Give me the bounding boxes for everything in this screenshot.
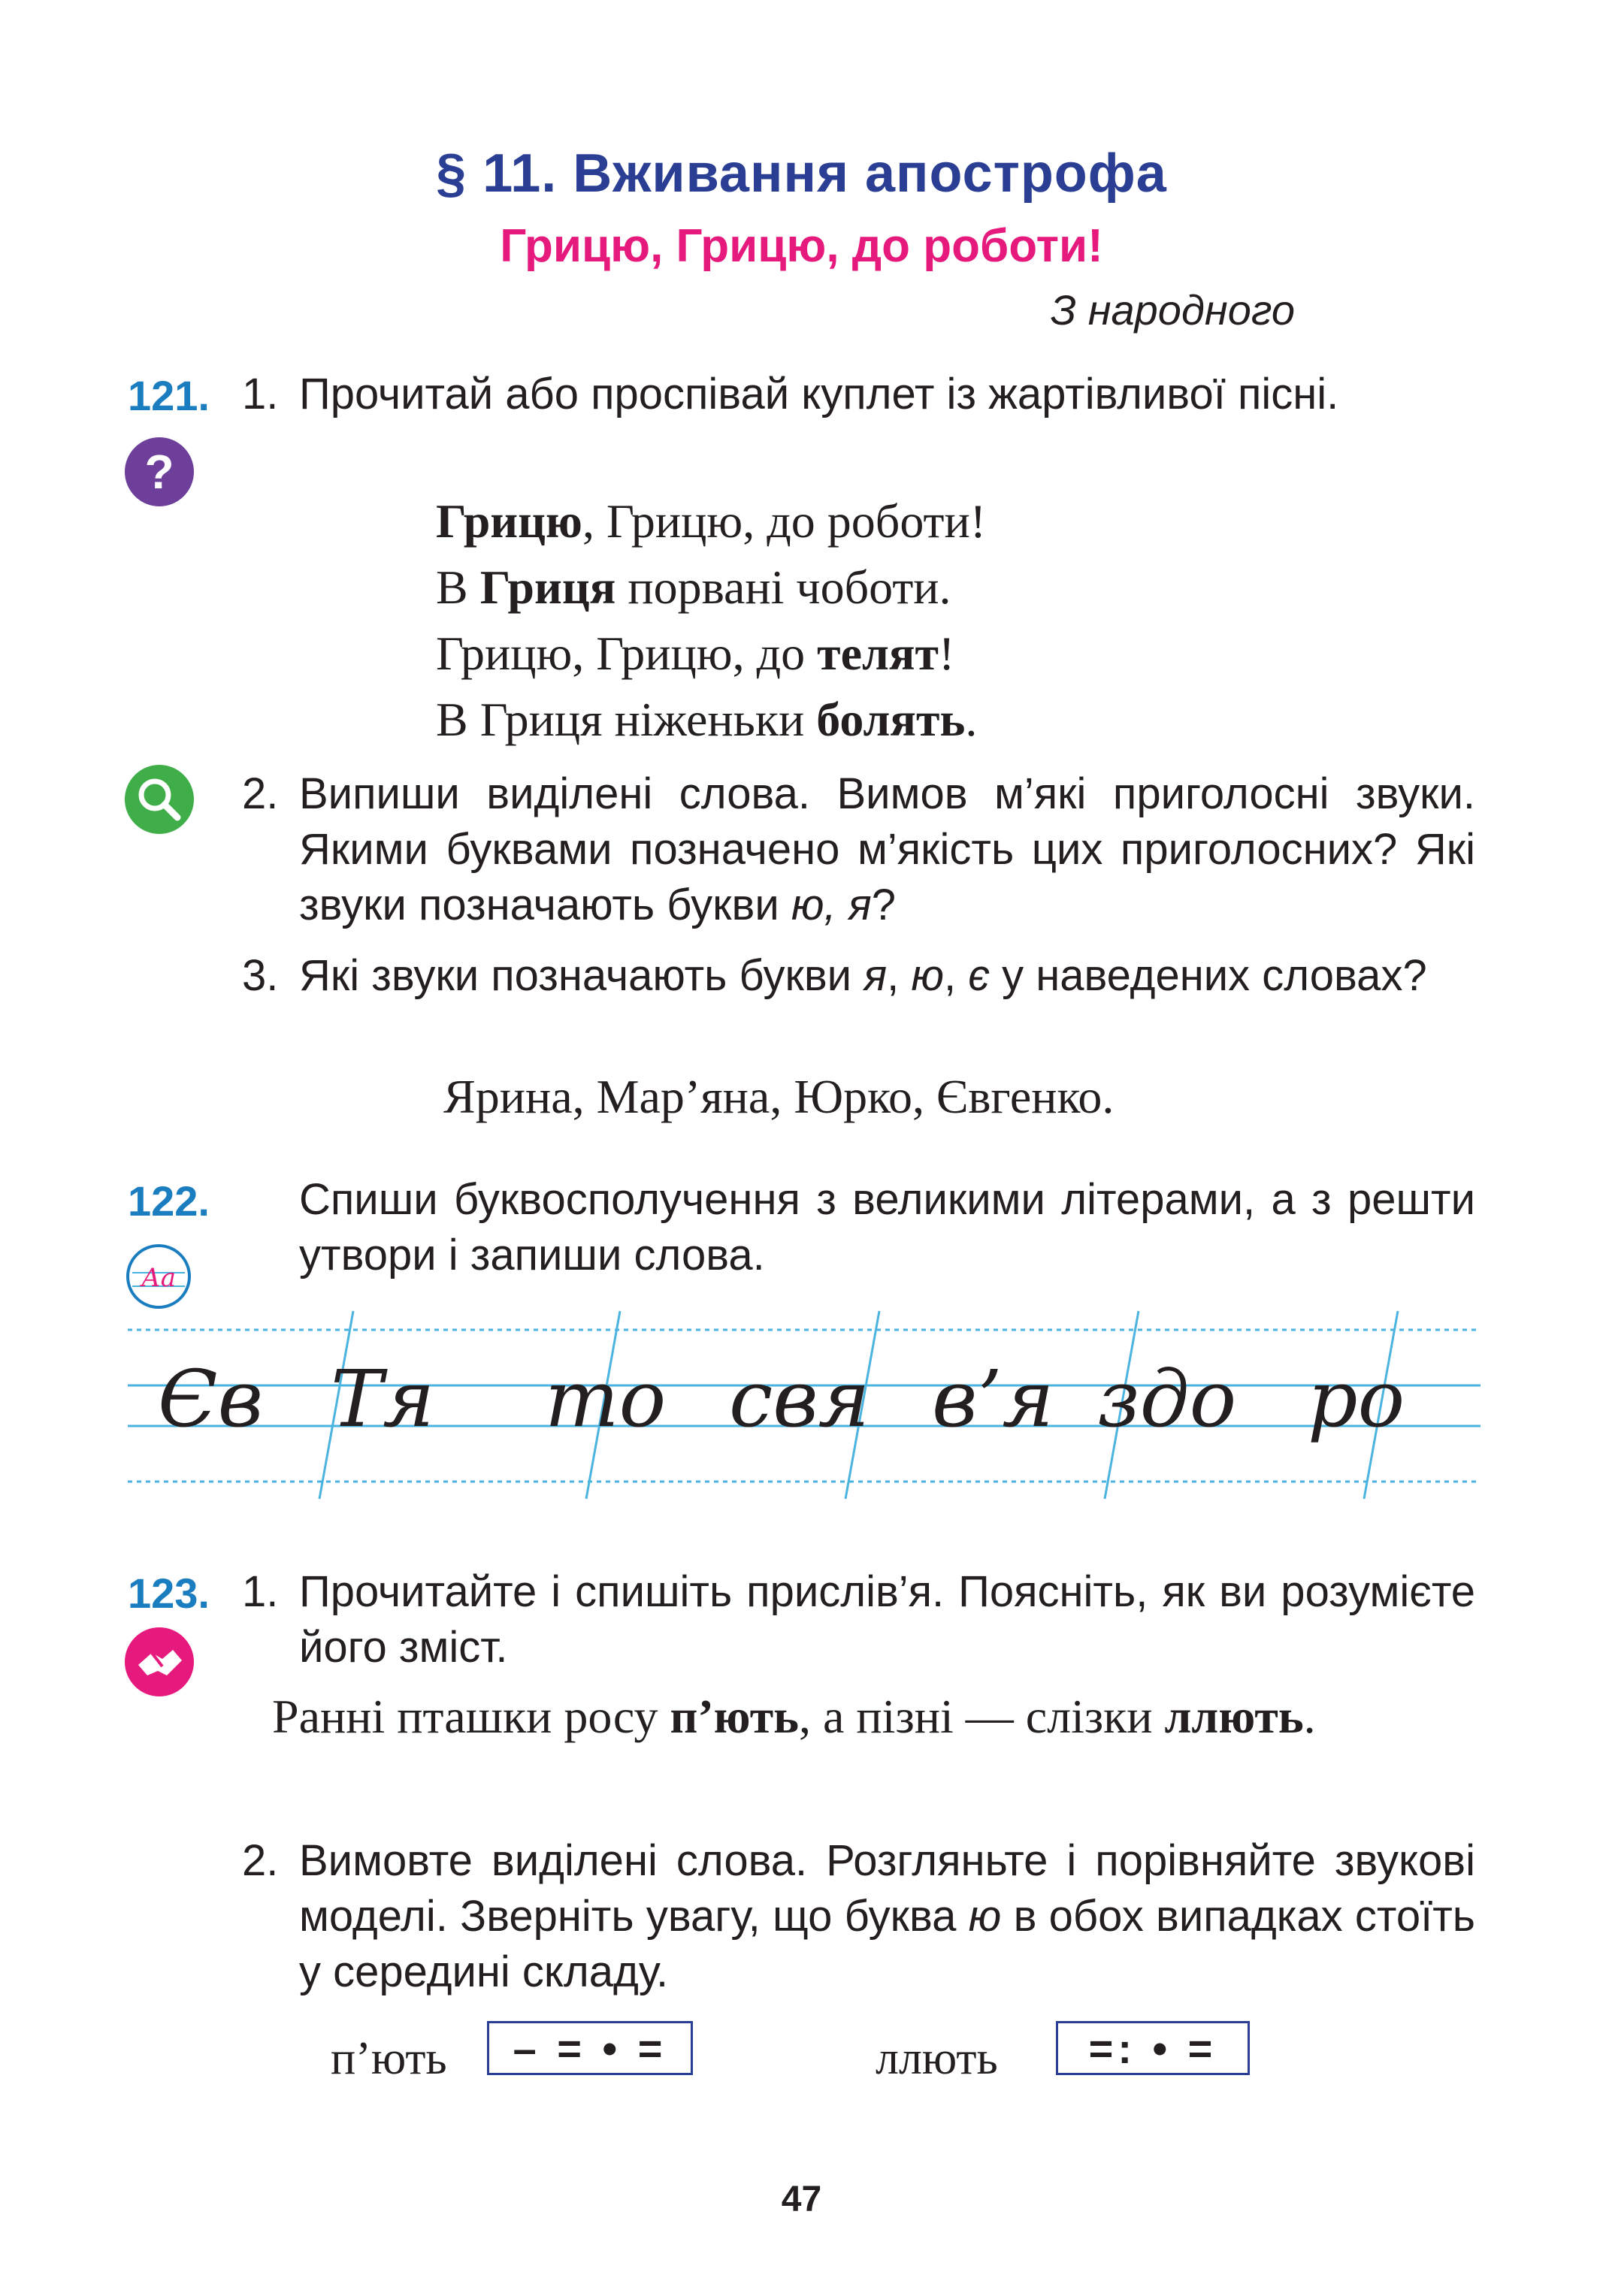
exercise-number-121: 121.	[128, 372, 210, 419]
task-121-1: Прочитай або проспівай куплет із жартівливої пісні.	[299, 370, 1339, 418]
source-note: З народного	[1050, 286, 1295, 334]
poem	[436, 488, 986, 753]
sound-model-1: – = • =	[487, 2021, 693, 2075]
svg-text:Аа: Аа	[141, 1263, 177, 1293]
cursive-7: ро	[1308, 1353, 1405, 1445]
page-subtitle: Грицю, Грицю, до роботи!	[500, 220, 1103, 272]
cursive-1: Єв	[158, 1353, 264, 1445]
cursive-2: Тя	[331, 1353, 435, 1445]
page-number: 47	[781, 2180, 822, 2219]
cursive-5: в’я	[932, 1353, 1054, 1445]
search-icon	[125, 765, 194, 834]
model-word-1: п’ють	[331, 2033, 447, 2084]
task-num-123-1: 1.	[242, 1567, 279, 1616]
poem-line-4: В Гриця ніженьки болять.	[436, 693, 978, 746]
task-121-3: Які звуки позначають букви я, ю, є у наведених словах?	[299, 951, 1427, 1000]
poem-line-2: В Гриця порвані чоботи.	[436, 560, 951, 614]
page-title: § 11. Вживання апострофа	[436, 144, 1167, 204]
cursive-3: то	[545, 1353, 667, 1445]
exercise-number-122: 122.	[128, 1177, 210, 1225]
handshake-icon	[125, 1627, 194, 1696]
question-icon	[125, 437, 194, 506]
sound-model-2: =: • =	[1056, 2021, 1250, 2075]
task-122: Спиши буквосполучення з великими літерами, а з решти утвори і запиши слова.	[299, 1175, 1475, 1279]
poem-line-3: Грицю, Грицю, до телят!	[436, 627, 955, 680]
task-num-121-2: 2.	[242, 769, 279, 818]
task-123-2: Вимовте виділені слова. Розгляньте і порівняйте звукові моделі. Зверніть увагу, що буква ю в обох випадках стоїть у середині складу.	[299, 1836, 1476, 1996]
handwriting-icon	[126, 1244, 191, 1309]
cursive-6: здо	[1097, 1353, 1237, 1445]
task-num-121-3: 3.	[242, 951, 279, 1000]
proverb: Ранні пташки росу п’ють, а пізні — слізки ллють.	[272, 1690, 1316, 1743]
cursive-4: свя	[729, 1353, 870, 1445]
task-num-123-2: 2.	[242, 1836, 279, 1885]
names-list: Ярина, Мар’яна, Юрко, Євгенко.	[443, 1070, 1115, 1123]
handwriting-lines	[128, 1307, 1481, 1503]
task-121-2: Випиши виділені слова. Вимов м’які приголосні звуки. Якими буквами позначено м’якість цих приголосних? Які звуки позначають букви ю, я?	[299, 769, 1475, 929]
task-123-1: Прочитайте і спишіть прислів’я. Поясніть, як ви розумієте його зміст.	[299, 1567, 1475, 1672]
poem-line-1: Грицю, Грицю, до роботи!	[436, 494, 987, 548]
task-num-121-1: 1.	[242, 370, 279, 418]
exercise-number-123: 123.	[128, 1569, 210, 1617]
model-word-2: ллють	[876, 2033, 998, 2084]
svg-text:?: ?	[144, 445, 174, 499]
